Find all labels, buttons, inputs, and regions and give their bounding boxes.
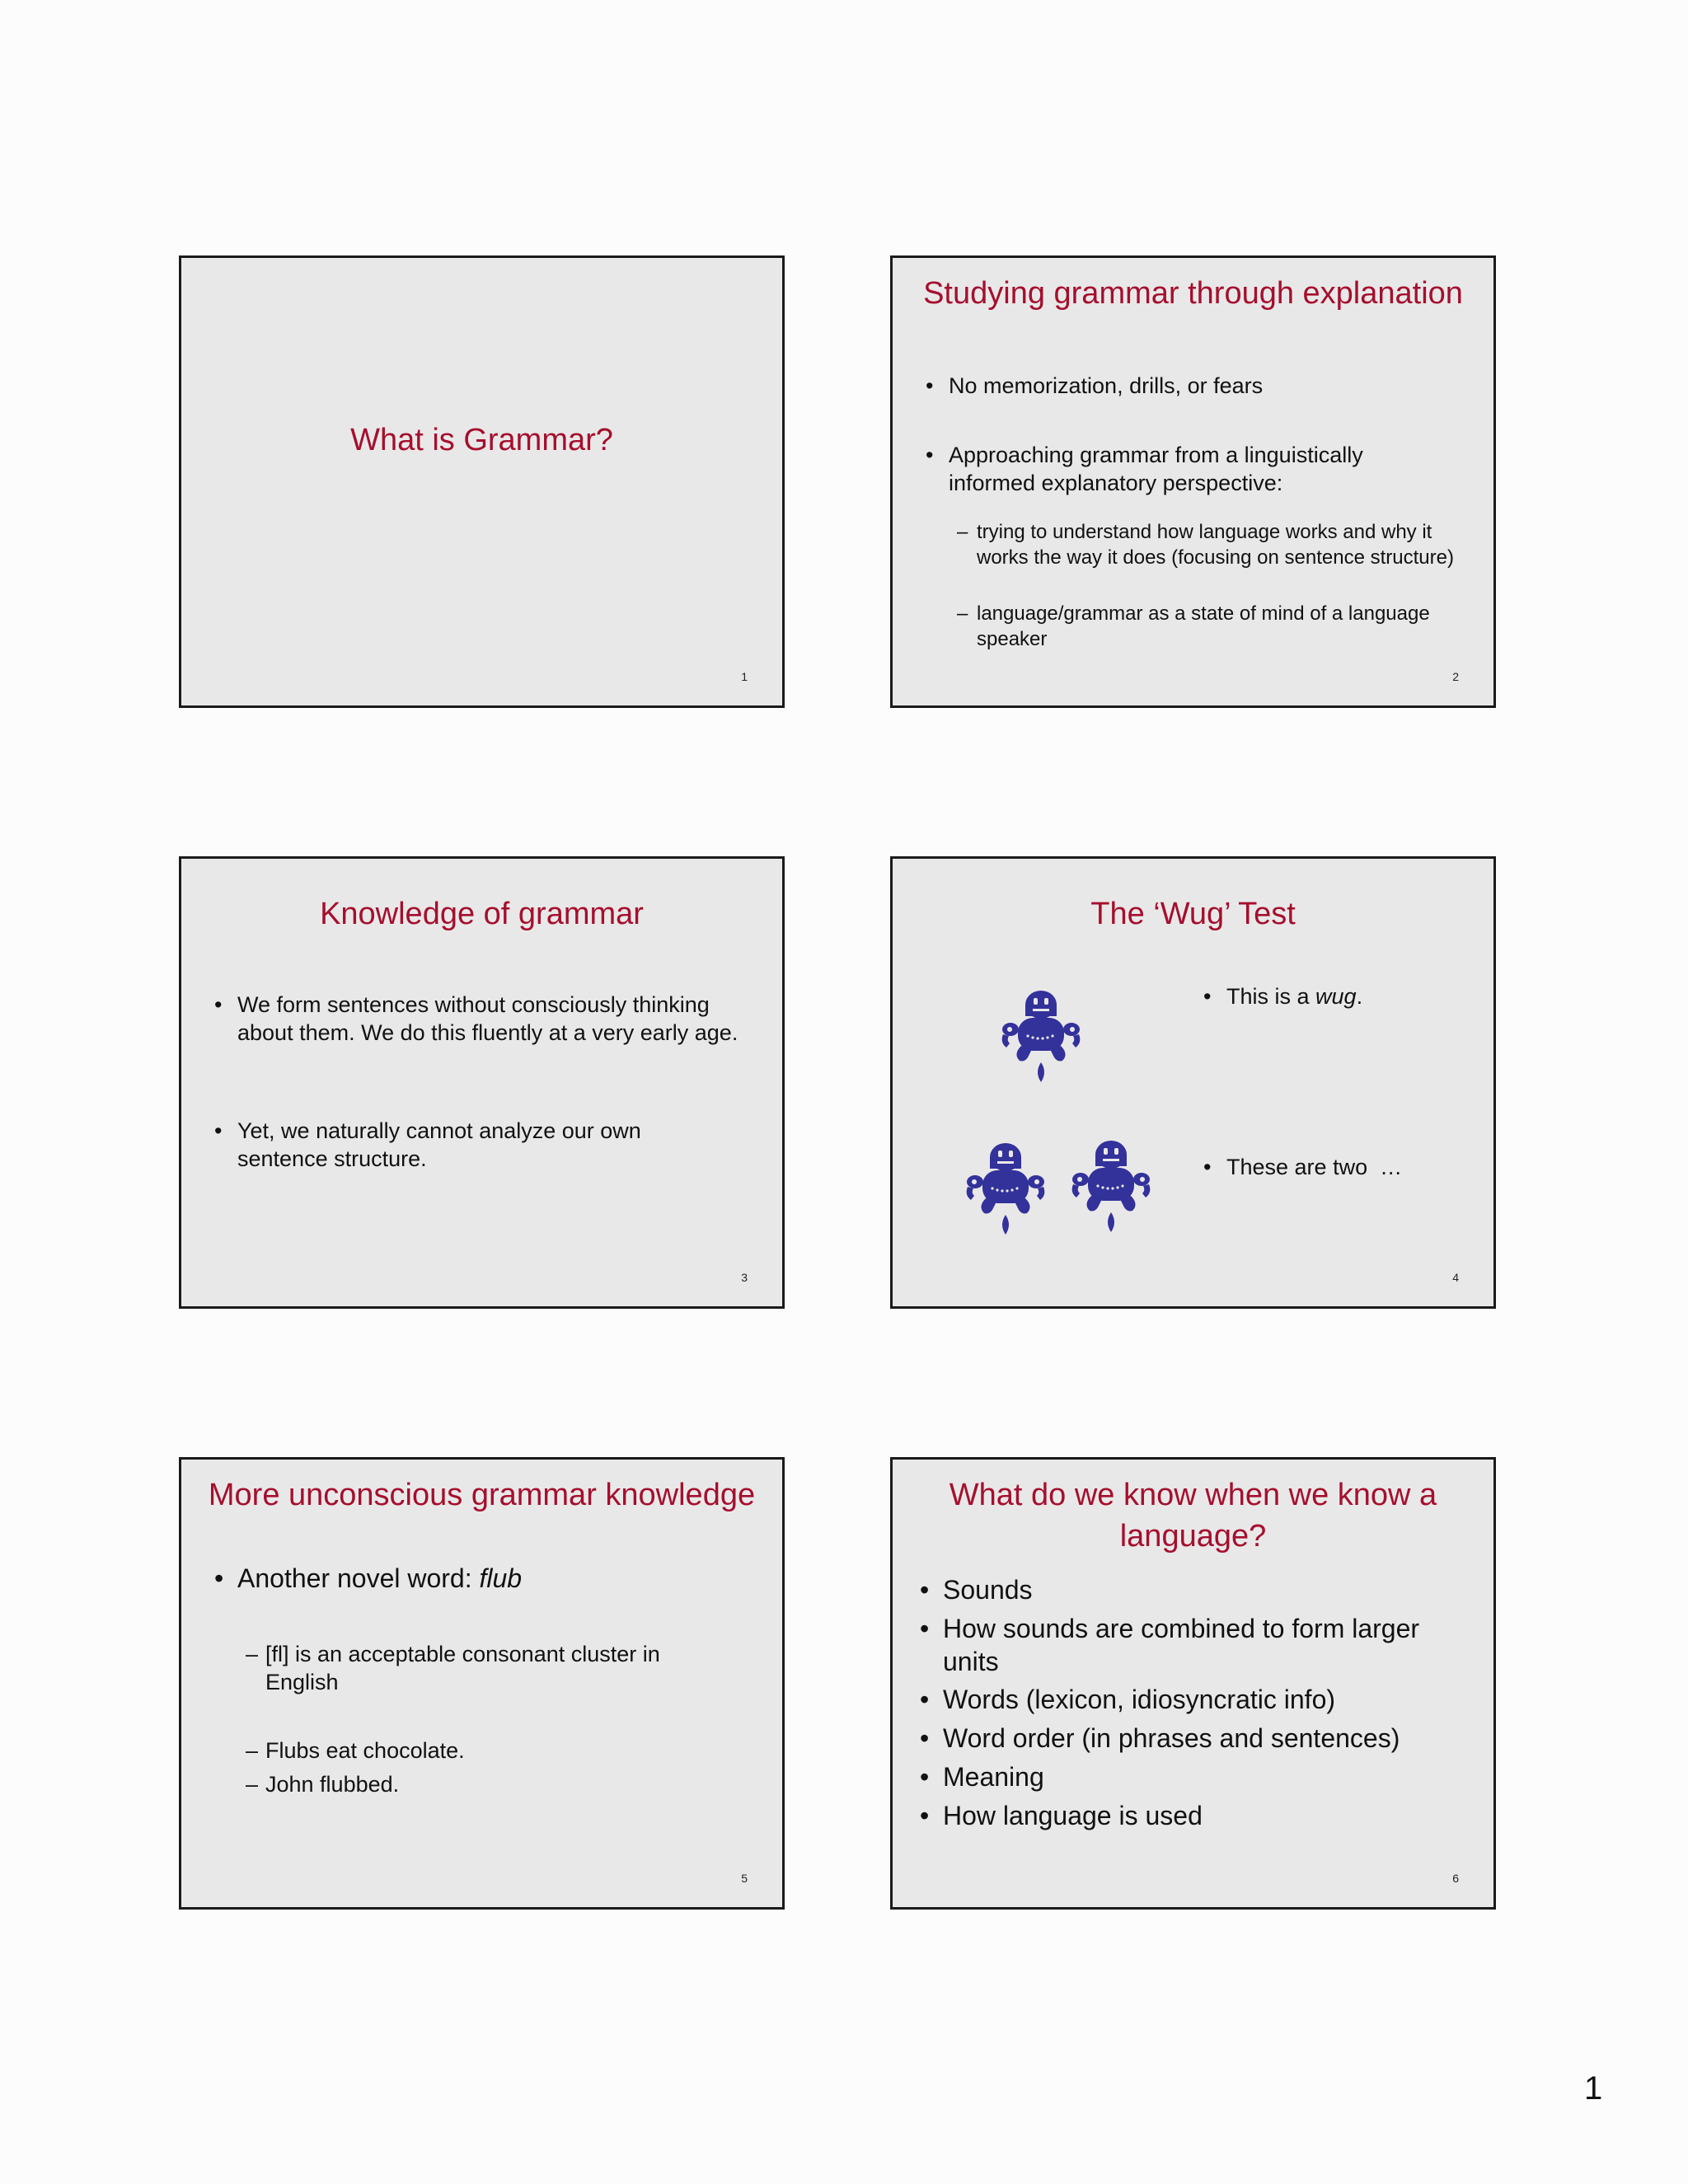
sub-bullet-item: – John flubbed.: [246, 1770, 727, 1798]
bullet-text: This is a: [1226, 984, 1316, 1009]
slide-title: Studying grammar through explanation: [923, 276, 1463, 311]
slide-title: Knowledge of grammar: [320, 897, 644, 931]
bullet-text: .: [1356, 984, 1363, 1009]
slide-number: 6: [1452, 1872, 1459, 1885]
bullet-item: [214, 1562, 765, 1595]
slide-number: 4: [1452, 1271, 1459, 1284]
bullet-item: • How language is used: [920, 1799, 1470, 1832]
slide-4: [890, 856, 1496, 1309]
wug-word: wug: [1315, 984, 1357, 1009]
bullet-item: • How sounds are combined to form larger units: [920, 1612, 1470, 1678]
bullet-item: • These are two …: [1203, 1153, 1490, 1181]
bullet-text: Another novel word:: [237, 1563, 480, 1593]
sub-bullet-item: – Flubs eat chocolate.: [246, 1736, 727, 1765]
slide-2: [890, 255, 1496, 708]
bullet-item: [1203, 982, 1490, 1010]
sub-bullet-item: – trying to understand how language works and why it works the way it does (focusing on sentence structure): [957, 519, 1471, 570]
slide-title: The ‘Wug’ Test: [1090, 897, 1296, 931]
sub-bullet-item: – [fl] is an acceptable consonant cluster in English: [246, 1640, 727, 1696]
bullet-item: • Meaning: [920, 1760, 1470, 1793]
slide-title: What is Grammar?: [350, 423, 613, 457]
slide-5: [179, 1457, 785, 1910]
slide-1: [179, 255, 785, 708]
slide-number: 5: [741, 1872, 748, 1885]
wug-creature-icon: [1000, 987, 1082, 1085]
page-number: 1: [1584, 2070, 1603, 2107]
bullet-item: • Words (lexicon, idiosyncratic info): [920, 1683, 1470, 1716]
wug-creature-icon: [964, 1139, 1047, 1238]
bullet-item: • Sounds: [920, 1573, 1470, 1606]
slide-6: [890, 1457, 1496, 1910]
slide-number: 3: [741, 1271, 748, 1284]
bullet-item: • We form sentences without consciously thinking about them. We do this fluently at a very early age.: [214, 991, 765, 1047]
slide-title: More unconscious grammar knowledge: [208, 1478, 756, 1512]
bullet-item: • No memorization, drills, or fears: [926, 372, 1476, 400]
slide-3: [179, 856, 785, 1309]
novel-word: flub: [479, 1563, 523, 1593]
bullet-item: • Yet, we naturally cannot analyze our own sentence structure.: [214, 1117, 732, 1173]
slide-number: 1: [741, 670, 748, 683]
slide-title: What do we know when we know a language?: [949, 1478, 1437, 1554]
bullet-item: • Approaching grammar from a linguistically informed explanatory perspective:: [926, 441, 1443, 497]
slide-number: 2: [1452, 670, 1459, 683]
wug-creature-icon: [1070, 1137, 1152, 1235]
bullet-item: • Word order (in phrases and sentences): [920, 1722, 1470, 1755]
sub-bullet-item: – language/grammar as a state of mind of a language speaker: [957, 601, 1488, 652]
